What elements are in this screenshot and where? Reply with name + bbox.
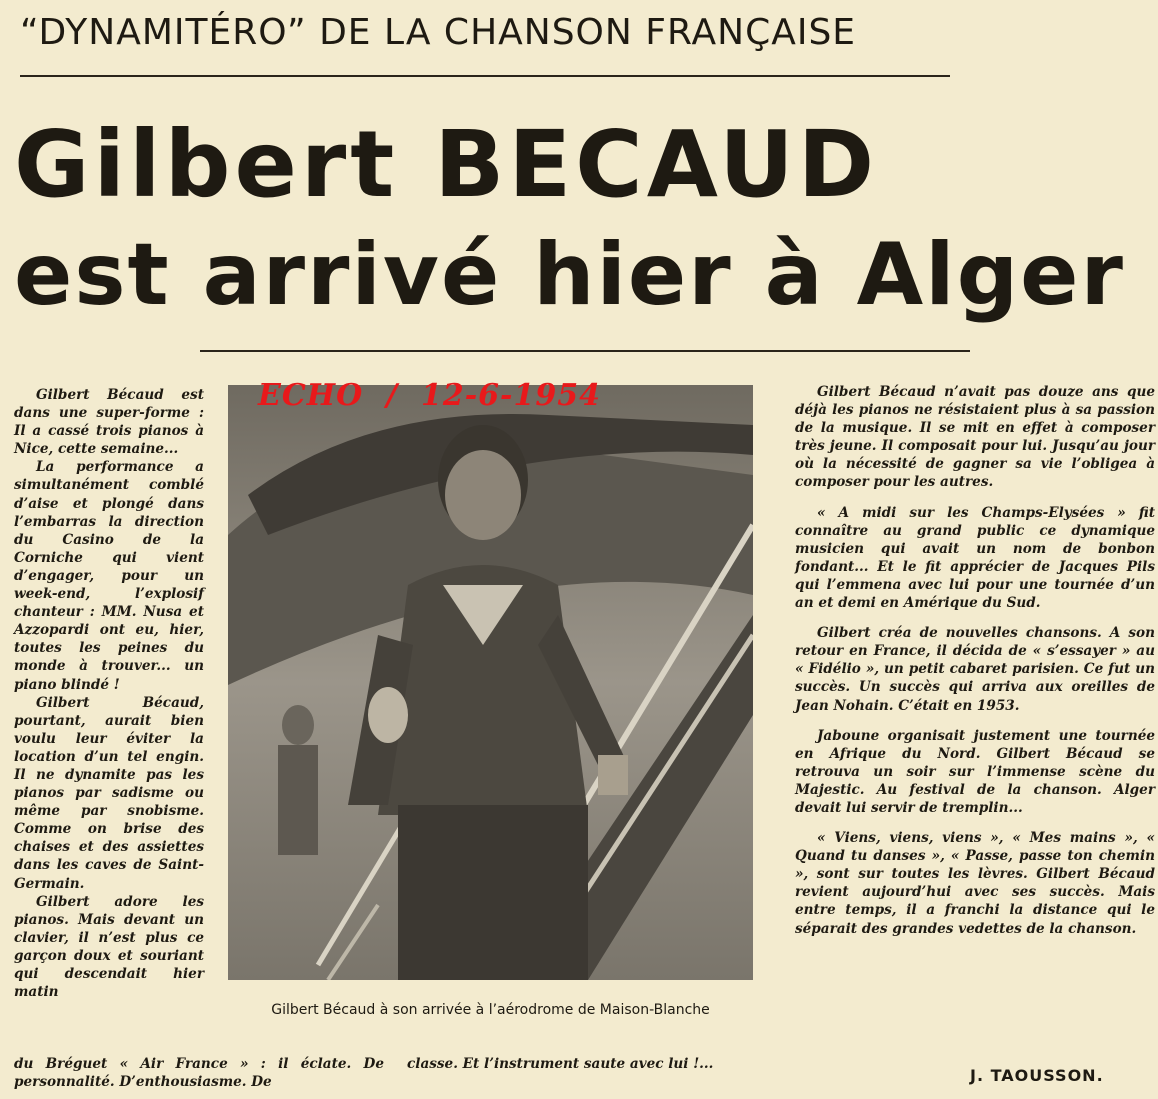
left-paragraph-3: Gilbert Bécaud, pourtant, aurait bien voulu leur éviter la location d’un tel engin. Il ne dynamite pas les pianos par sadisme ou même par snobisme. Comme on brise des chaises et des assiettes dans les caves de Saint-Germain. [14,694,204,892]
kicker-headline: “DYNAMITÉRO” DE LA CHANSON FRANÇAISE [20,12,857,53]
photo-caption: Gilbert Bécaud à son arrivée à l’aérodrome de Maison-Blanche [271,1002,710,1018]
right-paragraph-5: « Viens, viens, viens », « Mes mains », « Quand tu danses », « Passe, passe ton chemin », sont sur toutes les lèvres. Gilbert Bécaud revient aujourd’hui avec ses succès. Mais entre temps, il a franchi la distance qui le séparait des grandes vedettes de la chanson. [795,830,1155,937]
left-paragraph-1: Gilbert Bécaud est dans une super-forme : Il a cassé trois pianos à Nice, cette semaine... [14,387,204,458]
right-paragraph-2: « A midi sur les Champs-Elysées » fit connaître au grand public ce dynamique musicien qui avait un nom de bonbon fondant... Et le fit apprécier de Jacques Pils qui l’emmena avec lui pour une tournée d’un an et demi en Amérique du Sud. [795,504,1155,612]
top-rule [20,75,950,77]
date-stamp: ECHO / 12-6-1954 [258,378,601,413]
headline-rule [200,350,970,352]
continuation-right-text: classe. Et l’instrument saute avec lui !... [407,1056,714,1072]
bottom-continuation-left [14,1055,384,1091]
bottom-continuation-right [407,1055,767,1073]
continuation-left-text: du Bréguet « Air France » : il éclate. De personnalité. D’enthousiasme. De [14,1056,384,1091]
left-column [14,386,204,1001]
right-paragraph-1: Gilbert Bécaud n’avait pas douze ans que déjà les pianos ne résistaient plus à sa passion de la musique. Il se mit en effet à composer très jeune. Il composait pour lui. Jusqu’au jour où la nécessité de gagner sa vie l’obligea à composer pour les autres. [795,384,1155,491]
right-paragraph-3: Gilbert créa de nouvelles chansons. A son retour en France, il décida de « s’essayer » au « Fidélio », un petit cabaret parisien. Ce fut un succès. Un succès qui arriva aux oreilles de Jean Nohain. C’était en 1953. [795,625,1155,714]
right-column [795,383,1155,938]
right-paragraph-4: Jaboune organisait justement une tournée en Afrique du Nord. Gilbert Bécaud se retrouva un soir sur l’immense scène du Majestic. Au festival de la chanson. Alger devait lui servir de tremplin... [795,727,1155,816]
left-paragraph-2: La performance a simultanément comblé d’aise et plongé dans l’embarras la direction du Casino de la Corniche qui vient d’engager, pour un week-end, l’explosif chanteur : MM. Nusa et Azzopardi ont eu, hier, toutes les peines du monde à trouver... un piano blindé ! [14,459,204,693]
author-signature: J. TAOUSSON. [970,1066,1104,1085]
photo-gilbert-becaud [228,385,753,980]
photo-illustration [228,385,753,980]
left-paragraph-4: Gilbert adore les pianos. Mais devant un clavier, il n’est plus ce garçon doux et souriant qui descendait hier matin [14,893,204,1001]
headline-line-2: est arrivé hier à Alger [14,225,1125,325]
headline-line-1: Gilbert BECAUD [14,111,879,218]
